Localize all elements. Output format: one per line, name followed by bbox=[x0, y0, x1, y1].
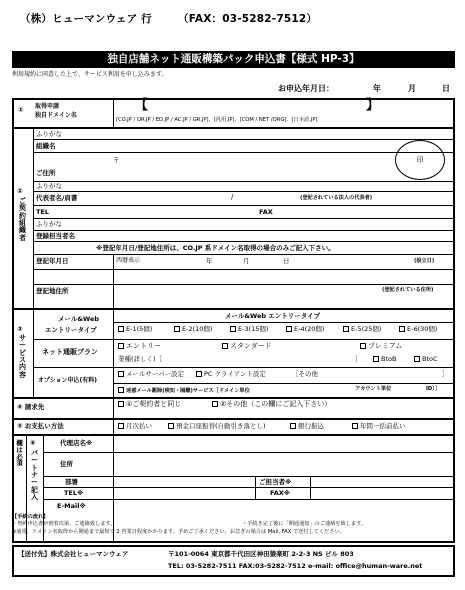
divider bbox=[33, 367, 455, 368]
partner-fax-label: FAX※ bbox=[270, 489, 291, 497]
opt-pc-client[interactable] bbox=[196, 371, 266, 378]
divider bbox=[113, 399, 114, 418]
divider bbox=[43, 499, 455, 500]
industry-close: ］ bbox=[355, 355, 362, 363]
pay-transfer[interactable] bbox=[290, 423, 324, 430]
pay-monthly[interactable] bbox=[118, 423, 152, 430]
service-num: ③ bbox=[17, 325, 23, 333]
divider bbox=[43, 476, 455, 477]
recipient: （株）ヒューマンウェア 行 bbox=[20, 13, 152, 25]
opt-spam-account: アカウント単位 bbox=[355, 386, 392, 392]
mail-option-label: E-5(25個) bbox=[351, 325, 382, 333]
divider bbox=[310, 476, 311, 499]
net-plan-label: ネット通販プラン bbox=[42, 348, 98, 356]
divider bbox=[33, 181, 455, 182]
checkbox[interactable] bbox=[286, 326, 292, 332]
divider bbox=[33, 241, 455, 242]
checkbox[interactable] bbox=[174, 326, 180, 332]
plan-premium[interactable] bbox=[360, 343, 402, 350]
divider bbox=[255, 476, 256, 499]
partner-tel-label: TEL※ bbox=[64, 489, 84, 497]
divider bbox=[113, 383, 455, 384]
reg-addr-note: (登記されている住所) bbox=[382, 287, 434, 293]
divider bbox=[33, 310, 34, 397]
divider bbox=[113, 420, 114, 434]
apply-month: 月 bbox=[408, 84, 416, 93]
billing-opt-other-label: ②その他（この欄にご記入下さい） bbox=[220, 400, 332, 408]
seal-stamp-box[interactable] bbox=[395, 140, 445, 180]
checkbox[interactable] bbox=[118, 326, 124, 332]
opt-spam-label: 迷惑メール駆除(検知・隔離)サービス［ドメイン単位 bbox=[126, 388, 250, 394]
furigana-label-2: ふりがな bbox=[36, 182, 62, 190]
divider bbox=[33, 152, 455, 153]
seal-label: 印 bbox=[416, 156, 424, 164]
postal-mark: 〒 bbox=[113, 156, 120, 164]
opt-other-close: ］ bbox=[442, 370, 449, 378]
billing-opt-other[interactable] bbox=[212, 401, 331, 408]
checkbox[interactable] bbox=[222, 343, 228, 349]
domain-options: [CO.JP / OR.JP / ED.JP / AC.JP / GR.JP]、[汎用 JP]、[COM / NET /ORG]、[日本語.JP] bbox=[116, 117, 318, 123]
agree-note: 利用規約に同意した上で、サービス利用を申し込みます。 bbox=[12, 71, 168, 78]
btob-option[interactable] bbox=[373, 356, 396, 363]
partner-num: ⑥ bbox=[30, 439, 36, 447]
checkbox[interactable] bbox=[399, 326, 405, 332]
dept-label: 部署 bbox=[65, 478, 78, 486]
mail-option[interactable] bbox=[118, 326, 152, 333]
flow-1: ・契約申込書が到着次第、ご連絡致します。 bbox=[12, 521, 116, 527]
checkbox[interactable] bbox=[360, 343, 366, 349]
divider bbox=[113, 100, 114, 127]
divider bbox=[43, 452, 455, 453]
checkbox[interactable] bbox=[118, 423, 124, 429]
rep-slash: / bbox=[231, 193, 234, 201]
divider bbox=[33, 205, 455, 206]
agency-label: 代理店名※ bbox=[60, 439, 93, 447]
reg-year: 年 bbox=[206, 257, 213, 265]
divider bbox=[12, 397, 455, 399]
flow-2: ※通常、ドメイン名取得から開通まで最短で 2 営業日程度かかります。予めご了承ください。お急ぎの場合は Mail, FAX で送付してください。 bbox=[12, 529, 345, 535]
checkbox[interactable] bbox=[373, 356, 379, 362]
apply-day: 日 bbox=[442, 84, 450, 93]
est-day-note: (設立日) bbox=[414, 258, 435, 264]
plan-standard[interactable] bbox=[222, 343, 272, 350]
checkbox[interactable] bbox=[352, 423, 358, 429]
checkbox[interactable] bbox=[118, 371, 124, 377]
furigana-label-3: ふりがな bbox=[36, 220, 62, 228]
mail-option[interactable] bbox=[286, 326, 324, 333]
divider bbox=[33, 284, 455, 285]
option-label: オプション申込(有料) bbox=[38, 377, 97, 384]
contact-label: 登録担当者名 bbox=[36, 232, 75, 240]
sender-label: 【送付先】株式会社ヒューマンウェア bbox=[18, 550, 129, 558]
reg-day: 日 bbox=[283, 257, 290, 265]
btoc-option[interactable] bbox=[414, 356, 438, 363]
billing-opt-same[interactable] bbox=[118, 401, 181, 408]
partner-address-label: 住所 bbox=[60, 460, 73, 468]
divider bbox=[33, 230, 455, 231]
checkbox[interactable] bbox=[118, 401, 124, 407]
pay-monthly-label: 月次払い bbox=[126, 422, 152, 430]
furigana-label: ふりがな bbox=[36, 130, 62, 138]
divider bbox=[12, 418, 455, 420]
plan-entry[interactable] bbox=[118, 343, 161, 350]
divider bbox=[33, 339, 455, 340]
opt-other: ［その他 bbox=[292, 370, 318, 378]
partner-label: パートナー記入 bbox=[31, 449, 38, 502]
reg-note: ※登記年月日/登記地住所は、CO.JP 系ドメイン名取得の場合のみご記入下さい。 bbox=[96, 244, 335, 252]
checkbox[interactable] bbox=[168, 423, 174, 429]
divider bbox=[33, 269, 455, 270]
checkbox[interactable] bbox=[290, 423, 296, 429]
era-label: 西暦表示 bbox=[116, 257, 141, 264]
apply-date-label: お申込年月日： bbox=[278, 84, 334, 93]
mail-option[interactable] bbox=[174, 326, 212, 333]
rep-note: (登記されている法人の代表者) bbox=[300, 195, 373, 201]
opt-spam-id: ID）］ bbox=[426, 386, 441, 392]
fax-label: FAX bbox=[259, 208, 273, 216]
partner-email-label: E-Mail※ bbox=[57, 502, 86, 510]
mail-option[interactable] bbox=[343, 326, 381, 333]
divider bbox=[113, 254, 114, 308]
pay-annual[interactable] bbox=[352, 423, 406, 430]
checkbox[interactable] bbox=[343, 326, 349, 332]
apply-year: 年 bbox=[373, 84, 381, 93]
service-label: サービス内容 bbox=[19, 334, 26, 379]
opt-mail-server[interactable] bbox=[118, 371, 184, 378]
checkbox[interactable] bbox=[118, 343, 124, 349]
domain-label-2: 独自ドメイン名 bbox=[35, 112, 77, 119]
billing-label: ④ 請求先 bbox=[17, 403, 45, 411]
sender-address: 〒101-0064 東京都千代田区神田猿楽町 2-2-3 NS ビル 803 bbox=[168, 550, 354, 558]
domain-label-1: 取得申請 bbox=[35, 103, 60, 110]
org-name-label: 組織名 bbox=[36, 142, 56, 150]
pay-debit-label: 預金口座振替(自動引き落とし) bbox=[176, 422, 266, 430]
mail-option[interactable] bbox=[230, 326, 268, 333]
plan-premium-label: プレミアム bbox=[368, 342, 403, 350]
divider bbox=[33, 254, 455, 255]
divider bbox=[43, 487, 455, 488]
mail-option-label: E-1(5個) bbox=[126, 325, 153, 333]
form-title: 独自店舗ネット通販構築パック申込書【様式 HP-3】 bbox=[12, 51, 455, 68]
domain-num: ① bbox=[18, 106, 24, 114]
divider bbox=[33, 218, 455, 219]
divider bbox=[33, 191, 455, 192]
checkbox[interactable] bbox=[196, 371, 202, 377]
mail-option-label: E-3(15個) bbox=[238, 325, 269, 333]
pay-debit[interactable] bbox=[168, 423, 266, 430]
plan-standard-label: スタンダード bbox=[230, 342, 272, 350]
rep-label: 代表者名/肩書 bbox=[36, 194, 78, 202]
tel-label: TEL bbox=[36, 208, 50, 216]
reg-date-label: 登記年月日 bbox=[36, 257, 69, 265]
flow-1b: ・手続き完了後に「開通通知」のご連絡を致します。 bbox=[242, 521, 367, 527]
opt-mail-server-label: メールサーバー設定 bbox=[126, 370, 185, 378]
mail-type-label-1: メール&Web bbox=[58, 315, 100, 323]
opt-spam[interactable] bbox=[118, 387, 250, 394]
reg-addr-label: 登記地住所 bbox=[36, 287, 69, 295]
opt-pc-client-label: PC クライアント設定 bbox=[204, 370, 266, 378]
divider bbox=[12, 127, 455, 129]
plan-entry-label: エントリー bbox=[126, 342, 161, 350]
checkbox[interactable] bbox=[414, 356, 420, 362]
sender-contact: TEL: 03-5282-7511 FAX:03-5282-7512 e-mail: office@human-ware.net bbox=[168, 562, 423, 570]
pay-transfer-label: 銀行振込 bbox=[298, 422, 324, 430]
flow-title: 【手続の流れ】 bbox=[12, 514, 49, 520]
billing-opt-same-label: ①ご契約者と同じ bbox=[126, 400, 182, 408]
divider bbox=[113, 322, 455, 323]
divider bbox=[12, 434, 455, 436]
partner-required-note: 欄は必須 bbox=[16, 439, 23, 468]
btoc-label: BtoC bbox=[422, 355, 438, 363]
domain-bracket-close: 】 bbox=[366, 98, 380, 113]
payment-label: ⑤ お支払い方法 bbox=[17, 422, 64, 430]
mail-type-label-2: エントリータイプ bbox=[45, 326, 97, 334]
mail-option-label: E-6(30個) bbox=[407, 325, 438, 333]
address-label: ご住所 bbox=[36, 169, 56, 177]
contractor-label: ご契約組織者 bbox=[19, 197, 26, 242]
divider bbox=[33, 139, 455, 140]
mail-type-header: メール&Web エントリータイプ bbox=[225, 312, 320, 320]
contractor-num: ② bbox=[17, 187, 23, 195]
reg-month: 月 bbox=[243, 257, 250, 265]
person-label: ご担当者※ bbox=[259, 478, 292, 486]
domain-bracket-open: 【 bbox=[135, 98, 149, 113]
checkbox[interactable] bbox=[118, 387, 124, 393]
pay-annual-label: 年間一括前払い bbox=[360, 422, 406, 430]
mail-option-label: E-4(20個) bbox=[294, 325, 325, 333]
checkbox[interactable] bbox=[230, 326, 236, 332]
mail-option-label: E-2(10個) bbox=[182, 325, 213, 333]
checkbox[interactable] bbox=[212, 401, 218, 407]
fax-number: （FAX：03-5282-7512） bbox=[178, 13, 318, 25]
industry-label: 業種(詳しく)［ bbox=[118, 355, 163, 363]
divider bbox=[12, 308, 455, 310]
btob-label: BtoB bbox=[381, 355, 397, 363]
mail-option[interactable] bbox=[399, 326, 437, 333]
